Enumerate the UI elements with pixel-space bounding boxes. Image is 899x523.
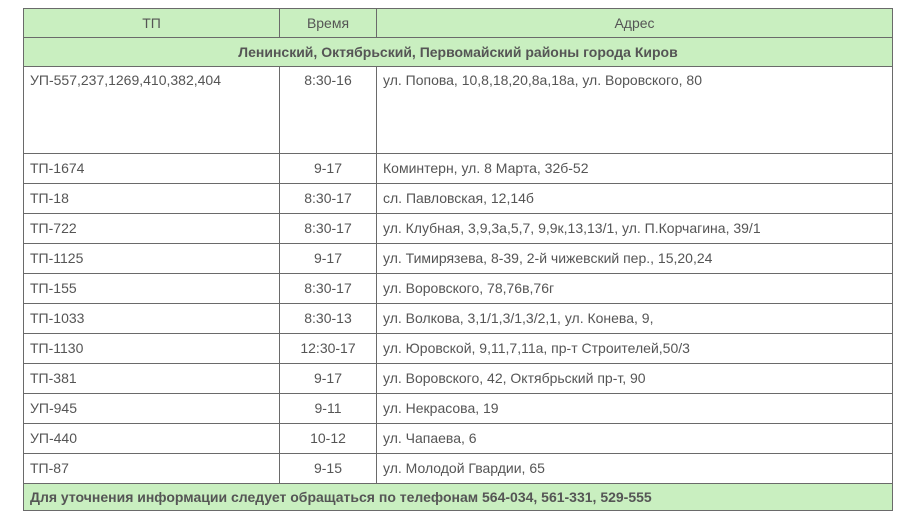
cell-address: ул. Волкова, 3,1/1,3/1,3/2,1, ул. Конева, 9,	[377, 304, 893, 334]
table-header-row	[24, 9, 893, 38]
cell-address: ул. Молодой Гвардии, 65	[377, 454, 893, 484]
cell-address: ул. Воровского, 42, Октябрьский пр-т, 90	[377, 364, 893, 394]
cell-address: ул. Тимирязева, 8-39, 2-й чижевский пер., 15,20,24	[377, 244, 893, 274]
cell-tp: ТП-381	[24, 364, 280, 394]
cell-time: 9-17	[280, 364, 377, 394]
table-row	[24, 214, 893, 244]
cell-tp: ТП-1130	[24, 334, 280, 364]
cell-time: 8:30-17	[280, 184, 377, 214]
header-tp: ТП	[24, 9, 280, 38]
cell-address: сл. Павловская, 12,14б	[377, 184, 893, 214]
cell-time: 8:30-13	[280, 304, 377, 334]
table-row	[24, 67, 893, 154]
district-title: Ленинский, Октябрьский, Первомайский районы города Киров	[24, 38, 893, 67]
district-row	[24, 38, 893, 67]
cell-address: ул. Некрасова, 19	[377, 394, 893, 424]
cell-tp: ТП-87	[24, 454, 280, 484]
schedule-table-container	[23, 8, 892, 511]
cell-time: 9-15	[280, 454, 377, 484]
cell-time: 9-11	[280, 394, 377, 424]
table-row	[24, 184, 893, 214]
cell-tp: ТП-722	[24, 214, 280, 244]
cell-address: ул. Воровского, 78,76в,76г	[377, 274, 893, 304]
footer-row	[24, 484, 893, 511]
cell-address: Коминтерн, ул. 8 Марта, 32б-52	[377, 154, 893, 184]
cell-tp: ТП-18	[24, 184, 280, 214]
cell-tp: УП-557,237,1269,410,382,404	[24, 67, 280, 154]
cell-time: 12:30-17	[280, 334, 377, 364]
table-row	[24, 454, 893, 484]
table-row	[24, 424, 893, 454]
cell-tp: ТП-155	[24, 274, 280, 304]
cell-time: 8:30-17	[280, 274, 377, 304]
table-row	[24, 244, 893, 274]
cell-address: ул. Юровской, 9,11,7,11а, пр-т Строителей,50/3	[377, 334, 893, 364]
cell-time: 8:30-17	[280, 214, 377, 244]
table-row	[24, 334, 893, 364]
cell-tp: ТП-1033	[24, 304, 280, 334]
cell-tp: ТП-1674	[24, 154, 280, 184]
cell-tp: УП-440	[24, 424, 280, 454]
table-row	[24, 274, 893, 304]
cell-tp: УП-945	[24, 394, 280, 424]
cell-tp: ТП-1125	[24, 244, 280, 274]
cell-time: 9-17	[280, 244, 377, 274]
outage-schedule-table	[23, 8, 893, 511]
table-row	[24, 394, 893, 424]
cell-time: 8:30-16	[280, 67, 377, 154]
table-row	[24, 154, 893, 184]
cell-address: ул. Чапаева, 6	[377, 424, 893, 454]
header-time: Время	[280, 9, 377, 38]
table-row	[24, 304, 893, 334]
cell-address: ул. Попова, 10,8,18,20,8а,18а, ул. Воровского, 80	[377, 67, 893, 154]
cell-address: ул. Клубная, 3,9,3а,5,7, 9,9к,13,13/1, ул. П.Корчагина, 39/1	[377, 214, 893, 244]
contact-info-note: Для уточнения информации следует обращаться по телефонам 564-034, 561-331, 529-555	[24, 484, 893, 511]
cell-time: 9-17	[280, 154, 377, 184]
cell-time: 10-12	[280, 424, 377, 454]
table-row	[24, 364, 893, 394]
header-address: Адрес	[377, 9, 893, 38]
